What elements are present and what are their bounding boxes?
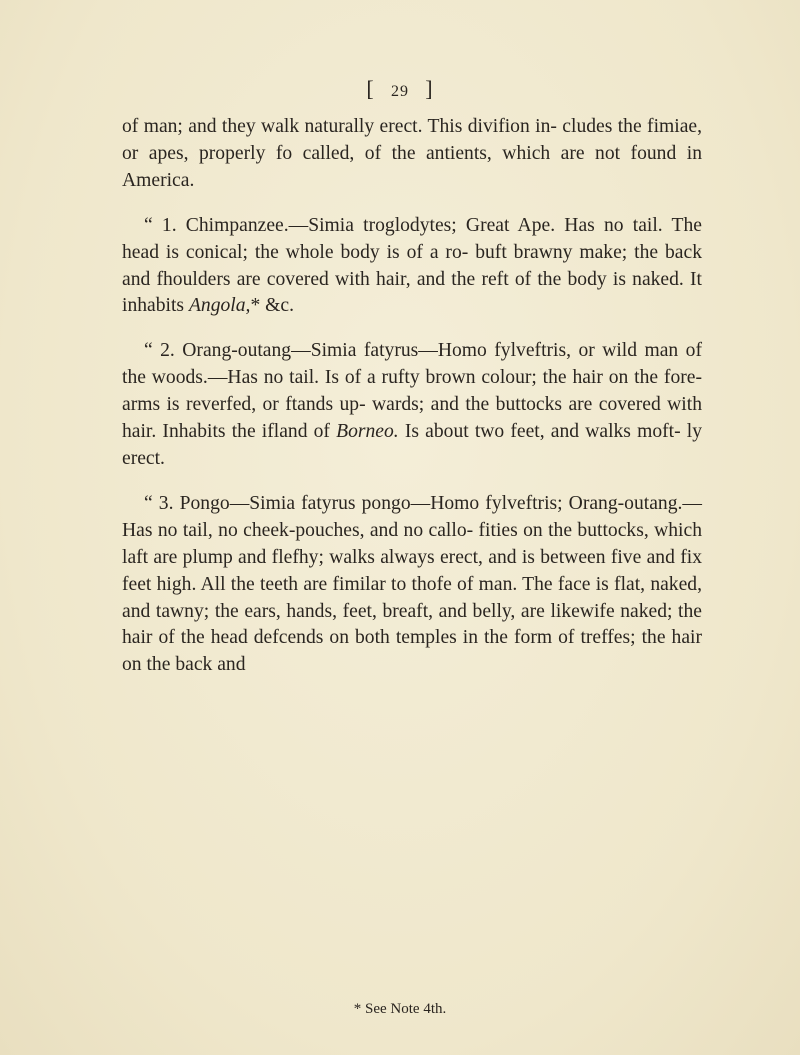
footnote-ref-text: * &c. <box>250 295 294 317</box>
place-angola: Angola, <box>188 295 251 317</box>
paragraph-chimpanzee <box>122 213 702 321</box>
paragraph-chimpanzee-text: “ 1. Chimpanzee.—Simia troglodytes; Great Ape. Has no tail. The head is conical; the whole body is of a ro- buft brawny make; the back and fhoulders are covered with hair, and the reft of the body is naked. It inhabits <box>122 214 702 317</box>
header-close-bracket: ] <box>425 76 434 101</box>
header-open-bracket: [ <box>366 76 375 101</box>
paragraph-orang-outang-text: “ 2. Orang-outang—Simia fatyrus—Homo fylveftris, or wild man of the woods.—Has no tail. Is of a rufty brown colour; the hair on the fore-arms is reverfed, or ftands up- wards; and the buttocks are covered with hair. Inhabits the ifland of <box>122 340 702 443</box>
paragraph-orang-outang-tail: Is about two feet, and walks moft- ly erect. <box>122 421 702 469</box>
footnote: * See Note 4th. <box>353 1001 447 1017</box>
place-borneo: Borneo. <box>336 421 399 443</box>
page-number: 29 <box>391 83 409 100</box>
paragraph-orang-outang <box>122 338 702 473</box>
page-body <box>122 114 702 697</box>
paragraph-pongo: “ 3. Pongo—Simia fatyrus pongo—Homo fylveftris; Orang-outang.—Has no tail, no cheek-pouches, and no callo- fities on the buttocks, which laft are plump and flefhy; walks always erect, and is between five and fix feet high. All the teeth are fimilar to thofe of man. The face is flat, naked, and tawny; the ears, hands, feet, breaft, and belly, are likewife naked; the hair of the head defcends on both temples in the form of treffes; the hair on the back and <box>122 492 702 676</box>
paragraph-continuation: of man; and they walk naturally erect. This divifion in- cludes the fimiae, or apes, properly fo called, of the antients, which are not found in America. <box>122 116 702 191</box>
page-header <box>0 76 800 102</box>
